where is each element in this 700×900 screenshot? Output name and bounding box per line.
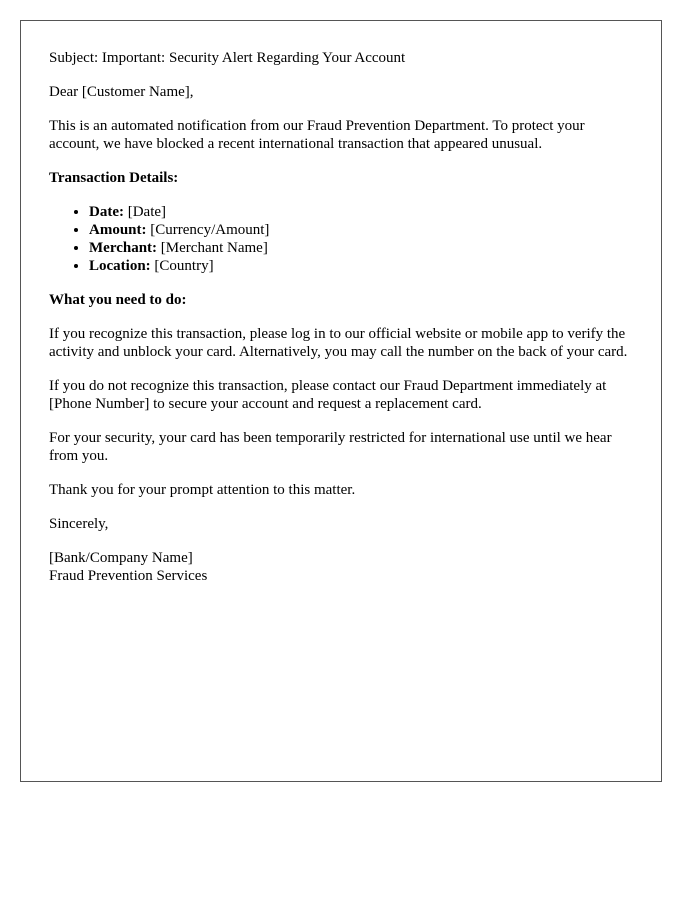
signature-name: [Bank/Company Name] (49, 550, 193, 566)
closing: Sincerely, (49, 516, 109, 532)
subject-line: Subject: Important: Security Alert Regarding Your Account (49, 50, 406, 66)
detail-item-merchant (89, 239, 633, 257)
letter-container (20, 20, 662, 782)
greeting: Dear [Customer Name], (49, 84, 194, 100)
detail-value: [Merchant Name] (160, 240, 268, 256)
recognize-paragraph: If you recognize this transaction, please log in to our official website or mobile app to verify the activity and unblock your card. Alternatively, you may call the number on the back of your card. (49, 326, 628, 360)
detail-item-location (89, 257, 633, 275)
detail-value: [Country] (154, 258, 214, 274)
security-paragraph: For your security, your card has been temporarily restricted for international use until we hear from you. (49, 430, 612, 464)
action-heading: What you need to do: (49, 292, 187, 308)
detail-value: [Currency/Amount] (150, 222, 270, 238)
detail-label: Amount: (89, 222, 147, 238)
transaction-details-heading: Transaction Details: (49, 170, 179, 186)
detail-label: Location: (89, 258, 151, 274)
not-recognize-paragraph: If you do not recognize this transaction, please contact our Fraud Department immediately at [Phone Number] to secure your account and request a replacement card. (49, 378, 607, 412)
intro-paragraph: This is an automated notification from our Fraud Prevention Department. To protect your account, we have blocked a recent international transaction that appeared unusual. (49, 118, 585, 152)
signature-department: Fraud Prevention Services (49, 568, 208, 584)
detail-value: [Date] (127, 204, 167, 220)
transaction-details-list (49, 203, 633, 275)
detail-item-amount (89, 221, 633, 239)
thanks-paragraph: Thank you for your prompt attention to this matter. (49, 482, 356, 498)
detail-item-date (89, 203, 633, 221)
detail-label: Date: (89, 204, 124, 220)
detail-label: Merchant: (89, 240, 158, 256)
